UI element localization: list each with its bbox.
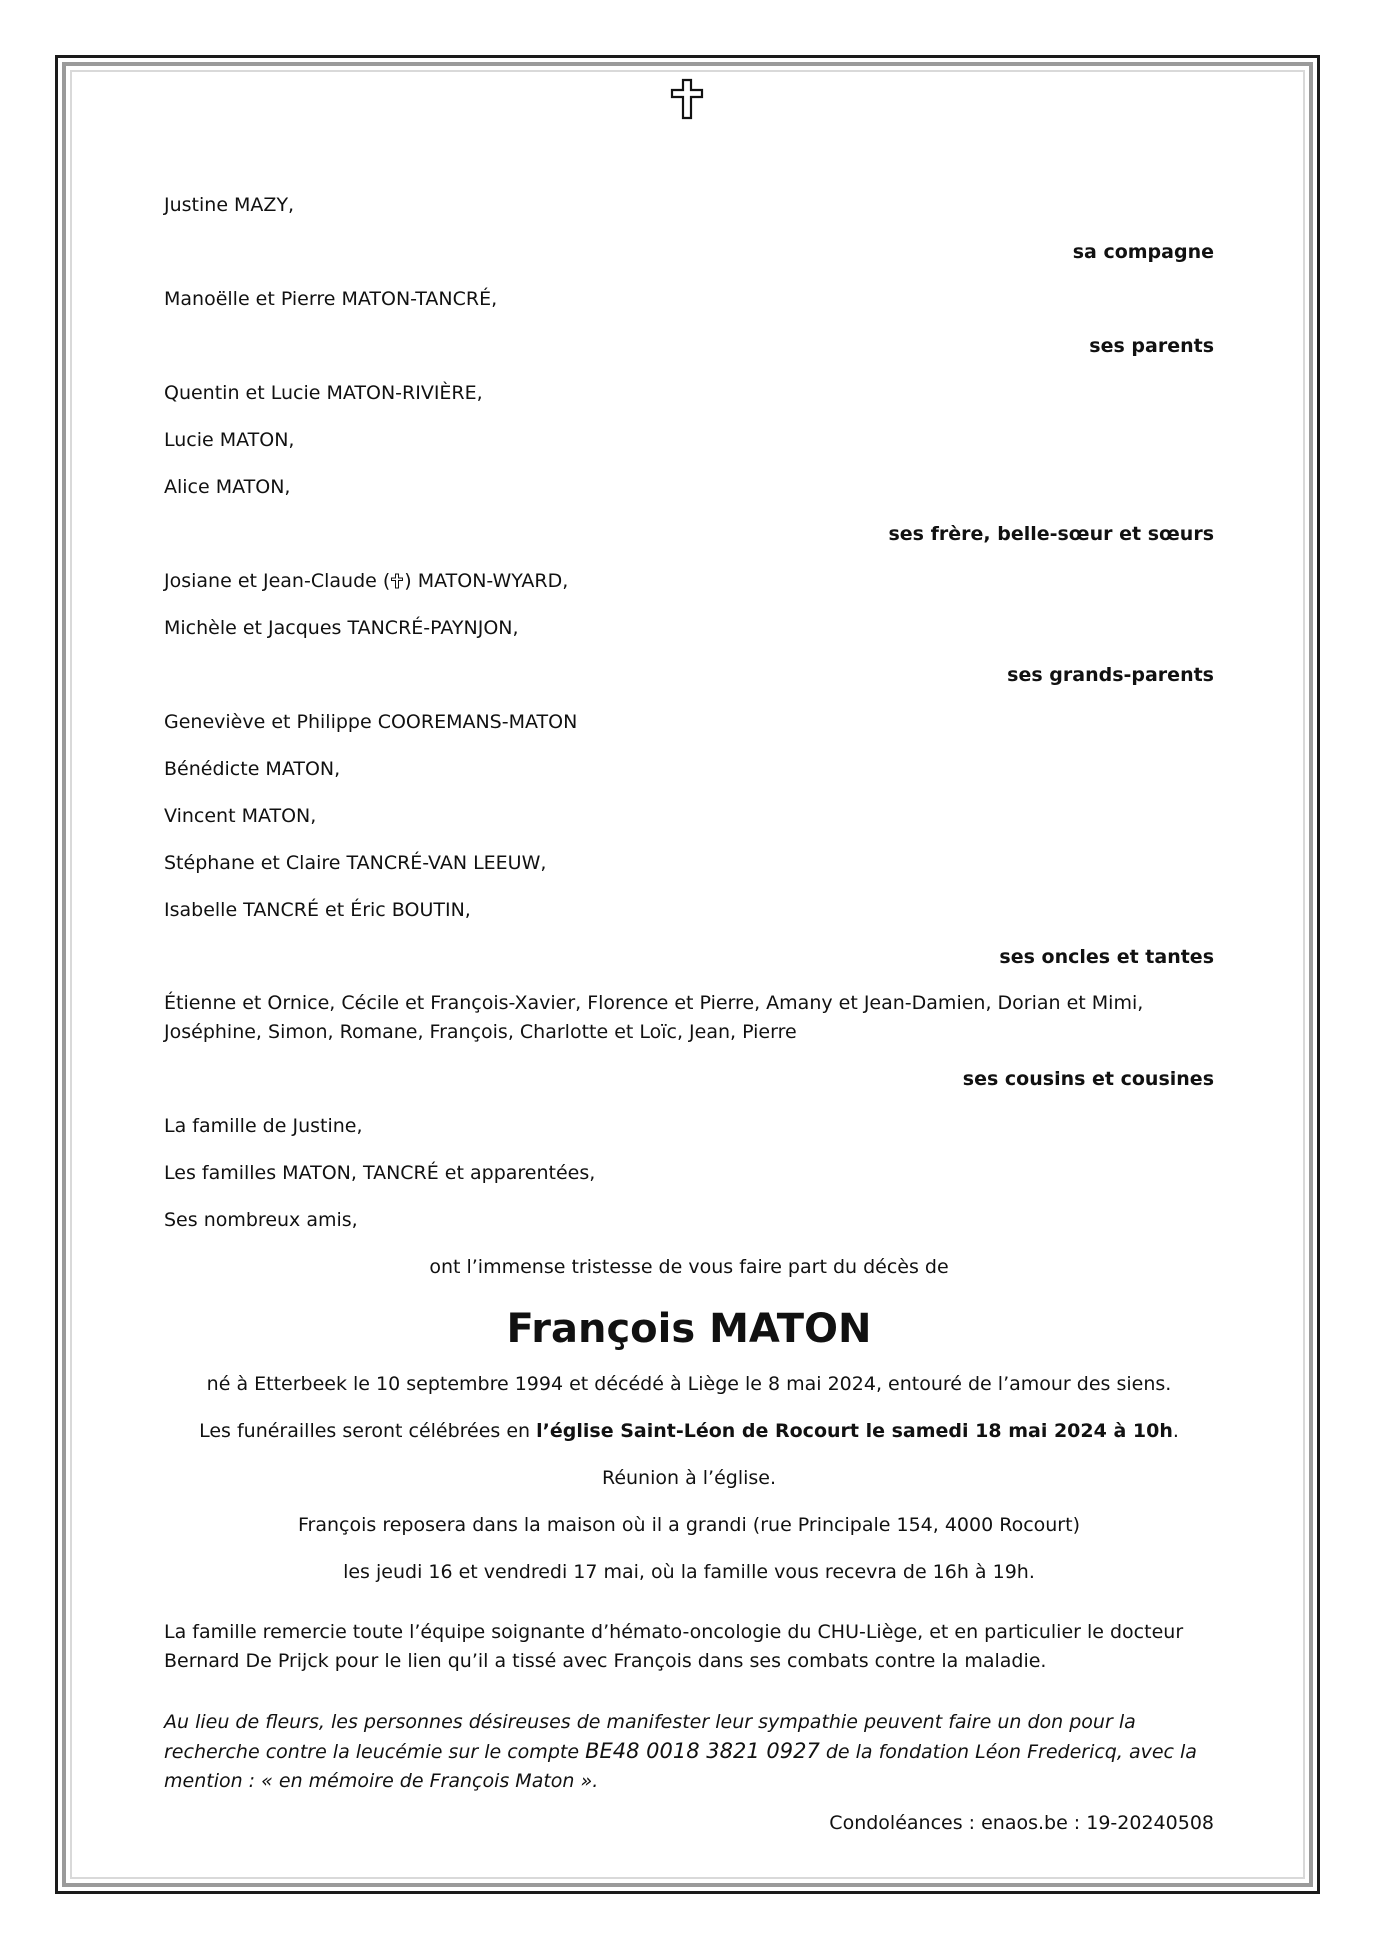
relation-label: ses frère, belle-sœur et sœurs bbox=[888, 523, 1214, 545]
donation-suffix: de la fondation Léon Fredericq, avec la mention : « en mémoire de François Maton ». bbox=[164, 1741, 1197, 1792]
family-name: Justine MAZY, bbox=[164, 194, 295, 216]
donation-prefix: Au lieu de fleurs, les personnes désireuses de manifester leur sympathie peuvent faire un don pour la recherche contre la leucémie sur le compte bbox=[164, 1711, 1136, 1763]
others-line: La famille de Justine, bbox=[164, 1115, 363, 1137]
obituary-content bbox=[164, 190, 1214, 1838]
family-name: Quentin et Lucie MATON-RIVIÈRE, bbox=[164, 382, 483, 404]
relation-label: ses parents bbox=[1089, 335, 1214, 357]
deceased-name: François MATON bbox=[506, 1306, 872, 1352]
visiting-hours: les jeudi 16 et vendredi 17 mai, où la famille vous recevra de 16h à 19h. bbox=[343, 1561, 1035, 1583]
funeral-place-date: l’église Saint-Léon de Rocourt le samedi 18 mai 2024 à 10h bbox=[536, 1420, 1173, 1442]
condolences: Condoléances : enaos.be : 19-20240508 bbox=[829, 1812, 1214, 1834]
birth-death: né à Etterbeek le 10 septembre 1994 et décédé à Liège le 8 mai 2024, entouré de l’amour des siens. bbox=[206, 1373, 1172, 1395]
rest-info: François reposera dans la maison où il a grandi (rue Principale 154, 4000 Rocourt) bbox=[298, 1514, 1080, 1536]
announcement: ont l’immense tristesse de vous faire part du décès de bbox=[429, 1256, 949, 1278]
reunion: Réunion à l’église. bbox=[601, 1467, 777, 1489]
family-name: Isabelle TANCRÉ et Éric BOUTIN, bbox=[164, 899, 471, 921]
family-name: Bénédicte MATON, bbox=[164, 758, 341, 780]
iban: BE48 0018 3821 0927 bbox=[585, 1739, 820, 1763]
relation-label: sa compagne bbox=[1072, 241, 1214, 263]
family-name: Geneviève et Philippe COOREMANS-MATON bbox=[164, 711, 578, 733]
family-name-part: Josiane et Jean-Claude ( bbox=[164, 570, 391, 592]
others-line: Ses nombreux amis, bbox=[164, 1209, 358, 1231]
relation-label: ses oncles et tantes bbox=[999, 946, 1214, 968]
family-name bbox=[164, 566, 1214, 613]
cousins-list: Étienne et Ornice, Cécile et François-Xavier, Florence et Pierre, Amany et Jean-Damien, Dorian et Mimi, Joséphine, Simon, Romane, François, Charlotte et Loïc, Jean, Pierre bbox=[164, 992, 1144, 1043]
funeral-suffix: . bbox=[1172, 1420, 1179, 1442]
relation-label: ses cousins et cousines bbox=[962, 1068, 1214, 1090]
cross-icon bbox=[390, 573, 404, 589]
relation-label: ses grands-parents bbox=[1007, 664, 1214, 686]
donation-paragraph bbox=[164, 1708, 1214, 1796]
family-name-part: ) MATON-WYARD, bbox=[404, 570, 569, 592]
family-name: Alice MATON, bbox=[164, 476, 291, 498]
thanks-paragraph: La famille remercie toute l’équipe soignante d’hémato-oncologie du CHU-Liège, et en particulier le docteur Bernard De Prijck pour le lien qu’il a tissé avec François dans ses combats contre la maladie. bbox=[164, 1621, 1184, 1672]
family-name: Michèle et Jacques TANCRÉ-PAYNJON, bbox=[164, 617, 519, 639]
funeral-prefix: Les funérailles seront célébrées en bbox=[199, 1420, 537, 1442]
family-name: Vincent MATON, bbox=[164, 805, 317, 827]
family-name: Manoëlle et Pierre MATON-TANCRÉ, bbox=[164, 288, 498, 310]
others-line: Les familles MATON, TANCRÉ et apparentées, bbox=[164, 1162, 596, 1184]
family-name: Lucie MATON, bbox=[164, 429, 295, 451]
funeral-info bbox=[164, 1416, 1214, 1463]
cross-icon bbox=[669, 78, 705, 120]
family-name: Stéphane et Claire TANCRÉ-VAN LEEUW, bbox=[164, 852, 547, 874]
